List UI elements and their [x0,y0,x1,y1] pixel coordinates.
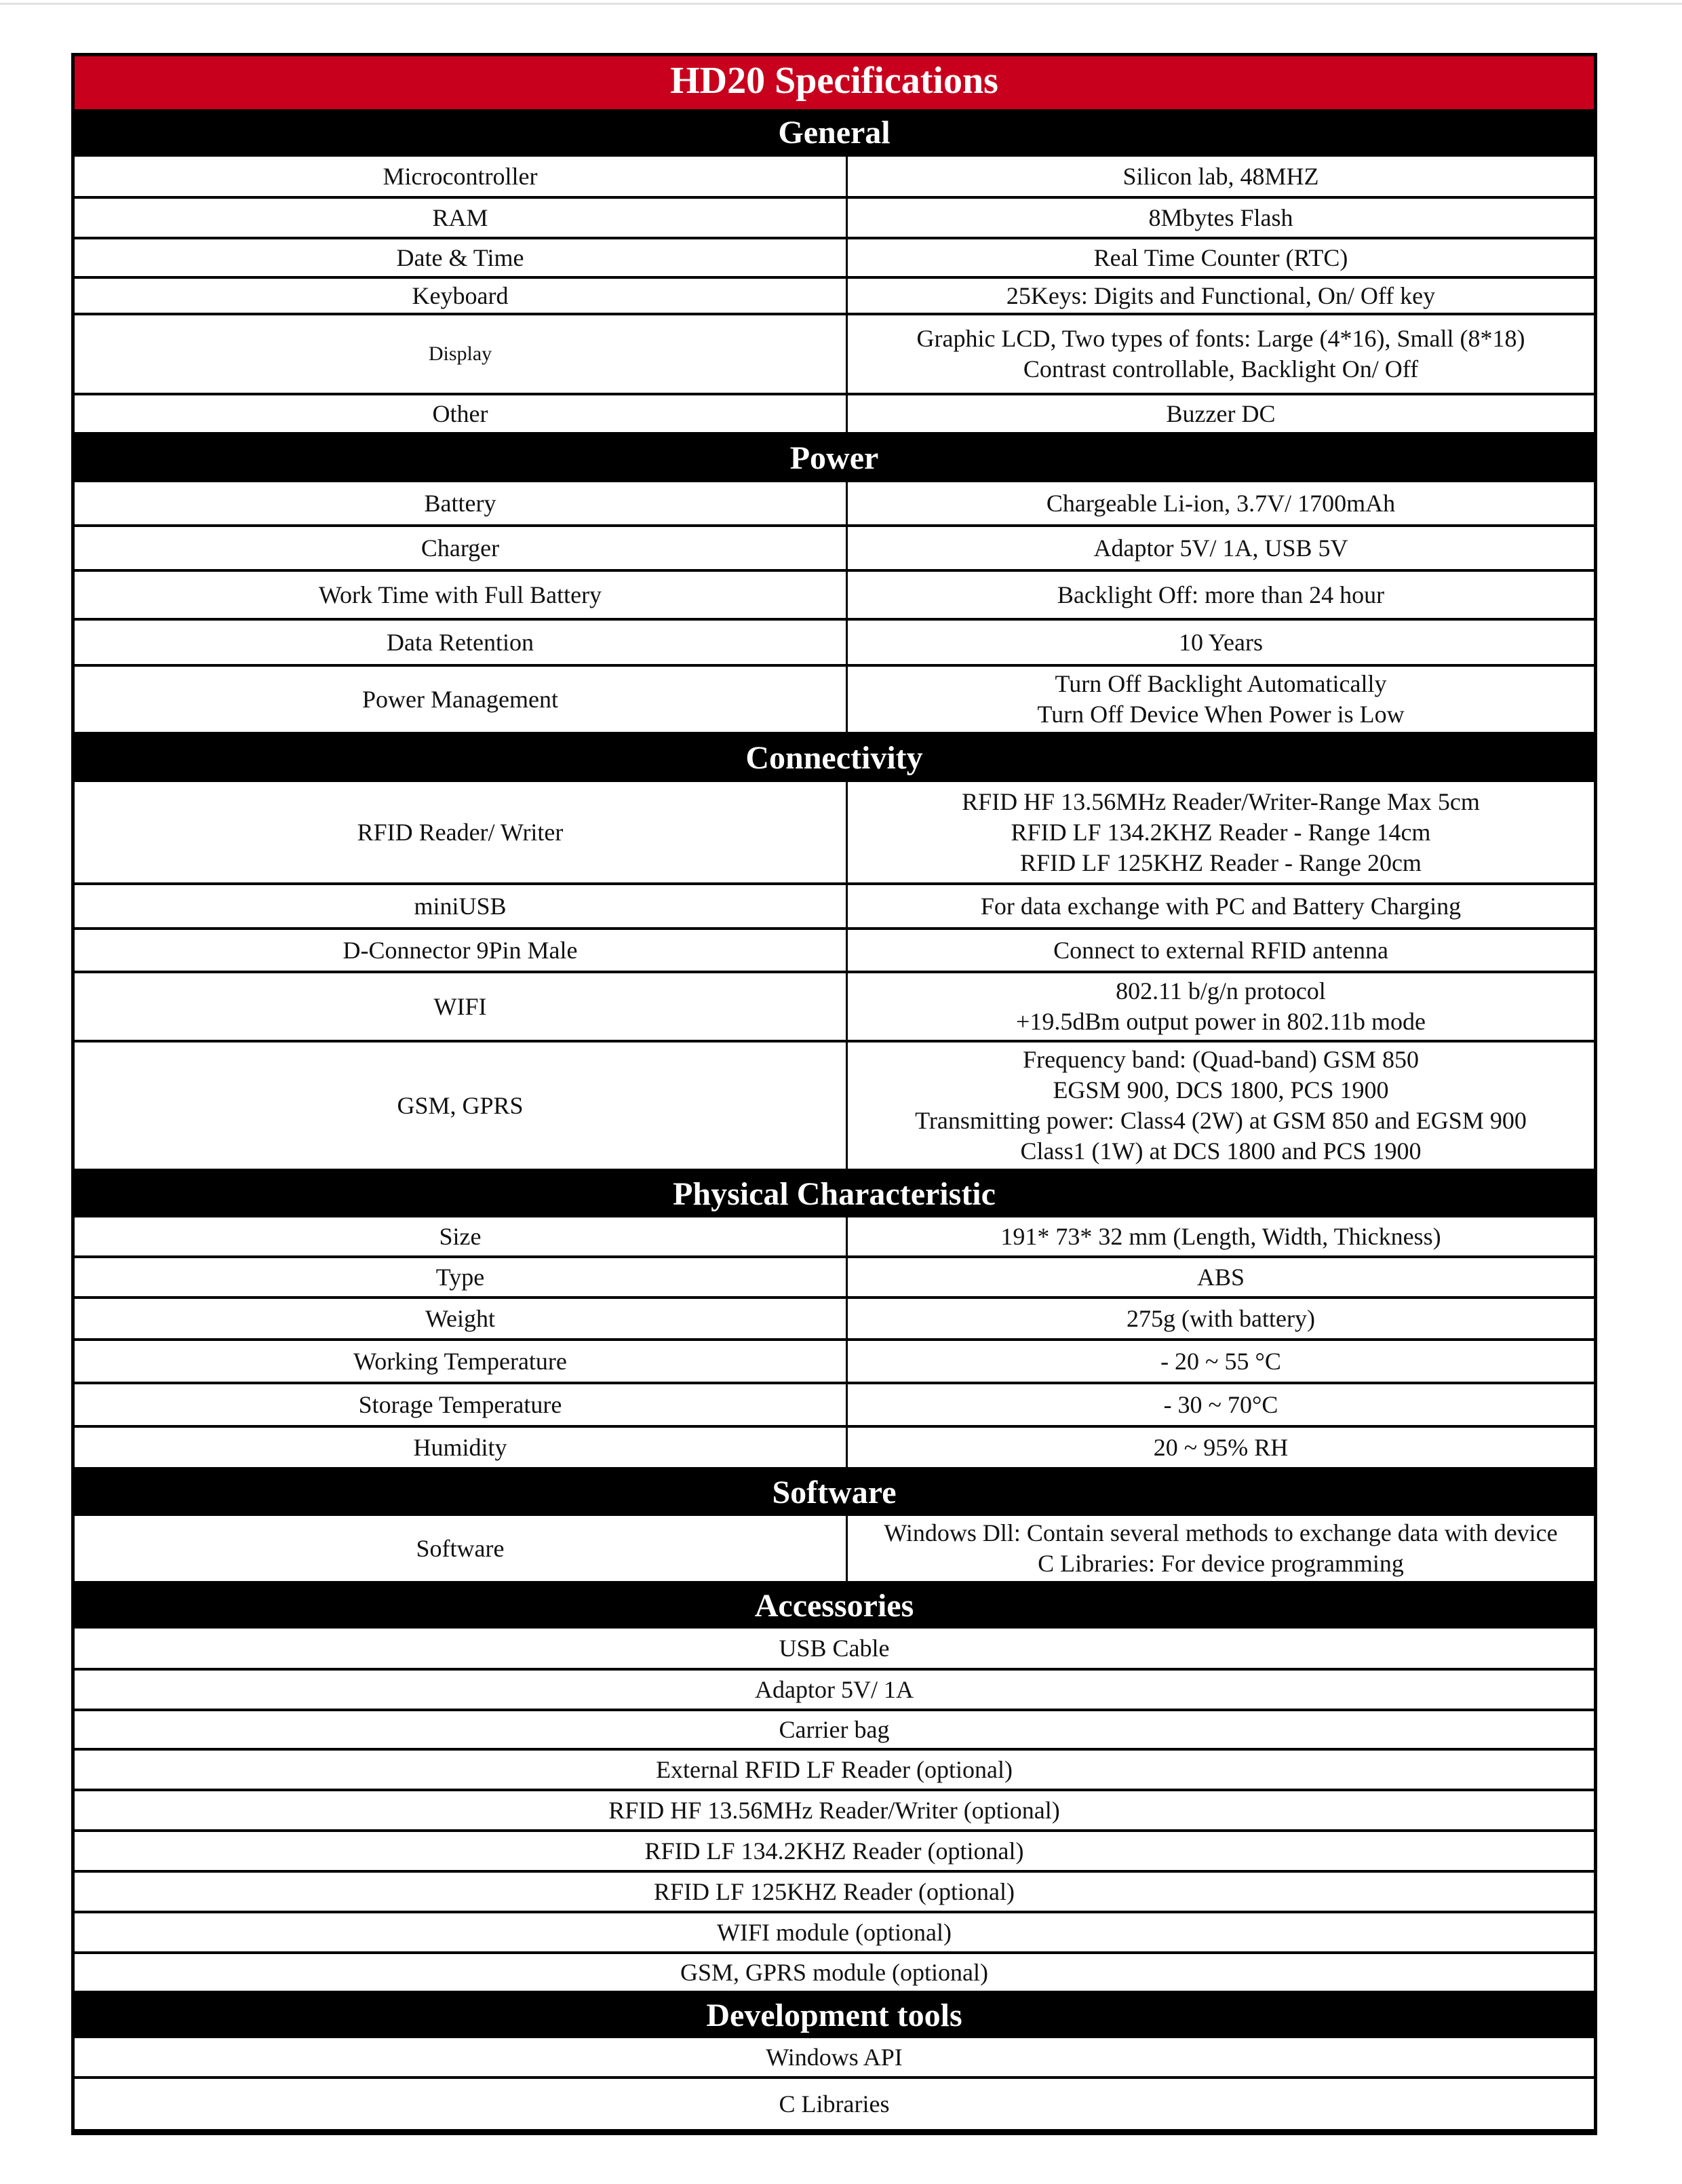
spec-label: Microcontroller [75,157,848,196]
accessory-item: USB Cable [75,1629,1594,1671]
spec-row [75,1217,1594,1258]
spec-value-line: Class1 (1W) at DCS 1800 and PCS 1900 [1020,1137,1422,1165]
section-header-general: General [75,109,1594,157]
spec-value-line: 10 Years [1178,628,1263,656]
spec-value [848,572,1594,618]
spec-value-line: - 20 ~ 55 °C [1160,1347,1281,1375]
spec-value [848,199,1594,237]
devtool-item: C Libraries [75,2079,1594,2132]
spec-value [848,482,1594,524]
spec-value [848,527,1594,569]
spec-value-line: - 30 ~ 70°C [1163,1390,1278,1418]
section-header-power: Power [75,435,1594,482]
spec-value [848,885,1594,927]
spec-label: miniUSB [75,885,848,927]
accessory-item: RFID LF 125KHZ Reader (optional) [75,1873,1594,1913]
spec-row [75,621,1594,667]
spec-value [848,1428,1594,1467]
spec-value-line: RFID HF 13.56MHz Reader/Writer-Range Max 5cm [962,787,1480,815]
accessory-item: GSM, GPRS module (optional) [75,1954,1594,1993]
spec-label: Charger [75,527,848,569]
spec-label: D-Connector 9Pin Male [75,930,848,971]
spec-label: Date & Time [75,239,848,276]
spec-row [75,482,1594,527]
spec-value-line: C Libraries: For device programming [1038,1550,1404,1577]
spec-row [75,395,1594,435]
spec-row [75,1299,1594,1341]
spec-label: Battery [75,482,848,524]
accessory-item: Carrier bag [75,1711,1594,1751]
section-header-physical: Physical Characteristic [75,1171,1594,1217]
spec-value-line: Connect to external RFID antenna [1053,936,1388,964]
spec-value [848,279,1594,313]
spec-value [848,1341,1594,1382]
spec-label: RFID Reader/ Writer [75,782,848,882]
spec-label: Power Management [75,667,848,732]
spec-value [848,1042,1594,1169]
spec-value-line: Windows Dll: Contain several methods to exchange data with device [884,1519,1558,1546]
spec-label: Humidity [75,1428,848,1467]
section-header-connectivity: Connectivity [75,735,1594,782]
spec-row [75,1516,1594,1584]
spec-row [75,1258,1594,1299]
spec-value-line: ABS [1196,1263,1245,1291]
spec-value [848,1384,1594,1425]
spec-row [75,973,1594,1042]
spec-table [71,53,1597,2135]
spec-label: GSM, GPRS [75,1042,848,1169]
spec-value-line: Silicon lab, 48MHZ [1122,162,1319,190]
spec-value-line: Real Time Counter (RTC) [1093,243,1348,271]
spec-value [848,1217,1594,1255]
spec-value-line: Turn Off Backlight Automatically [1055,670,1387,697]
spec-value-line: EGSM 900, DCS 1800, PCS 1900 [1053,1076,1389,1104]
accessory-item: RFID LF 134.2KHZ Reader (optional) [75,1832,1594,1873]
spec-value [848,1299,1594,1338]
spec-value-line: 802.11 b/g/n protocol [1116,977,1326,1005]
spec-row [75,572,1594,621]
spec-value-line: RFID LF 125KHZ Reader - Range 20cm [1020,849,1422,876]
spec-value-line: Frequency band: (Quad-band) GSM 850 [1023,1046,1419,1073]
section-header-accessories: Accessories [75,1584,1594,1629]
spec-label: Size [75,1217,848,1255]
devtool-item: Windows API [75,2038,1594,2079]
spec-value-line: Graphic LCD, Two types of fonts: Large (4*16), Small (8*18) [916,325,1525,352]
spec-value [848,667,1594,732]
accessory-item: WIFI module (optional) [75,1913,1594,1954]
spec-value [848,1516,1594,1581]
spec-label: Data Retention [75,621,848,664]
spec-label: Type [75,1258,848,1296]
spec-value-line: 8Mbytes Flash [1148,203,1293,231]
spec-row [75,885,1594,930]
spec-value-line: RFID LF 134.2KHZ Reader - Range 14cm [1011,818,1431,846]
spec-value-line: Chargeable Li-ion, 3.7V/ 1700mAh [1046,489,1396,517]
spec-row [75,1042,1594,1171]
accessory-item: External RFID LF Reader (optional) [75,1751,1594,1791]
spec-value-line: Contrast controllable, Backlight On/ Off [1023,355,1419,383]
spec-row [75,157,1594,199]
spec-label: Work Time with Full Battery [75,572,848,618]
spec-value [848,621,1594,664]
spec-row [75,315,1594,395]
spec-label: Keyboard [75,279,848,313]
top-divider [0,3,1682,5]
spec-value-line: For data exchange with PC and Battery Charging [980,892,1462,920]
spec-value [848,782,1594,882]
spec-row [75,239,1594,279]
section-header-devtools: Development tools [75,1993,1594,2038]
spec-row [75,667,1594,735]
section-header-software: Software [75,1470,1594,1516]
spec-row [75,279,1594,315]
spec-value [848,239,1594,276]
spec-value [848,1258,1594,1296]
spec-row [75,1384,1594,1428]
spec-value-line: Transmitting power: Class4 (2W) at GSM 850 and EGSM 900 [915,1107,1527,1134]
spec-row [75,199,1594,239]
spec-label: Other [75,395,848,432]
spec-row [75,1428,1594,1470]
accessory-item: Adaptor 5V/ 1A [75,1671,1594,1711]
spec-label: Weight [75,1299,848,1338]
spec-value-line: +19.5dBm output power in 802.11b mode [1016,1008,1426,1035]
spec-value-line: 191* 73* 32 mm (Length, Width, Thickness) [1000,1222,1441,1250]
spec-value [848,973,1594,1040]
spec-label: Working Temperature [75,1341,848,1382]
spec-value [848,395,1594,432]
spec-value-line: 25Keys: Digits and Functional, On/ Off key [1006,281,1436,309]
spec-label: Software [75,1516,848,1581]
spec-label: Display [75,315,848,393]
spec-value [848,157,1594,196]
spec-value-line: Buzzer DC [1166,399,1276,427]
spec-value-line: 20 ~ 95% RH [1153,1433,1289,1461]
spec-value-line: Turn Off Device When Power is Low [1037,701,1405,728]
spec-value-line: 275g (with battery) [1127,1304,1315,1332]
spec-row [75,782,1594,885]
accessory-item: RFID HF 13.56MHz Reader/Writer (optional) [75,1791,1594,1832]
spec-row [75,1341,1594,1384]
spec-label: RAM [75,199,848,237]
spec-value [848,315,1594,393]
spec-value-line: Adaptor 5V/ 1A, USB 5V [1093,534,1348,562]
spec-label: WIFI [75,973,848,1040]
spec-label: Storage Temperature [75,1384,848,1425]
spec-row [75,527,1594,572]
page-title: HD20 Specifications [75,56,1594,109]
spec-value-line: Backlight Off: more than 24 hour [1057,581,1385,608]
spec-row [75,930,1594,973]
spec-value [848,930,1594,971]
